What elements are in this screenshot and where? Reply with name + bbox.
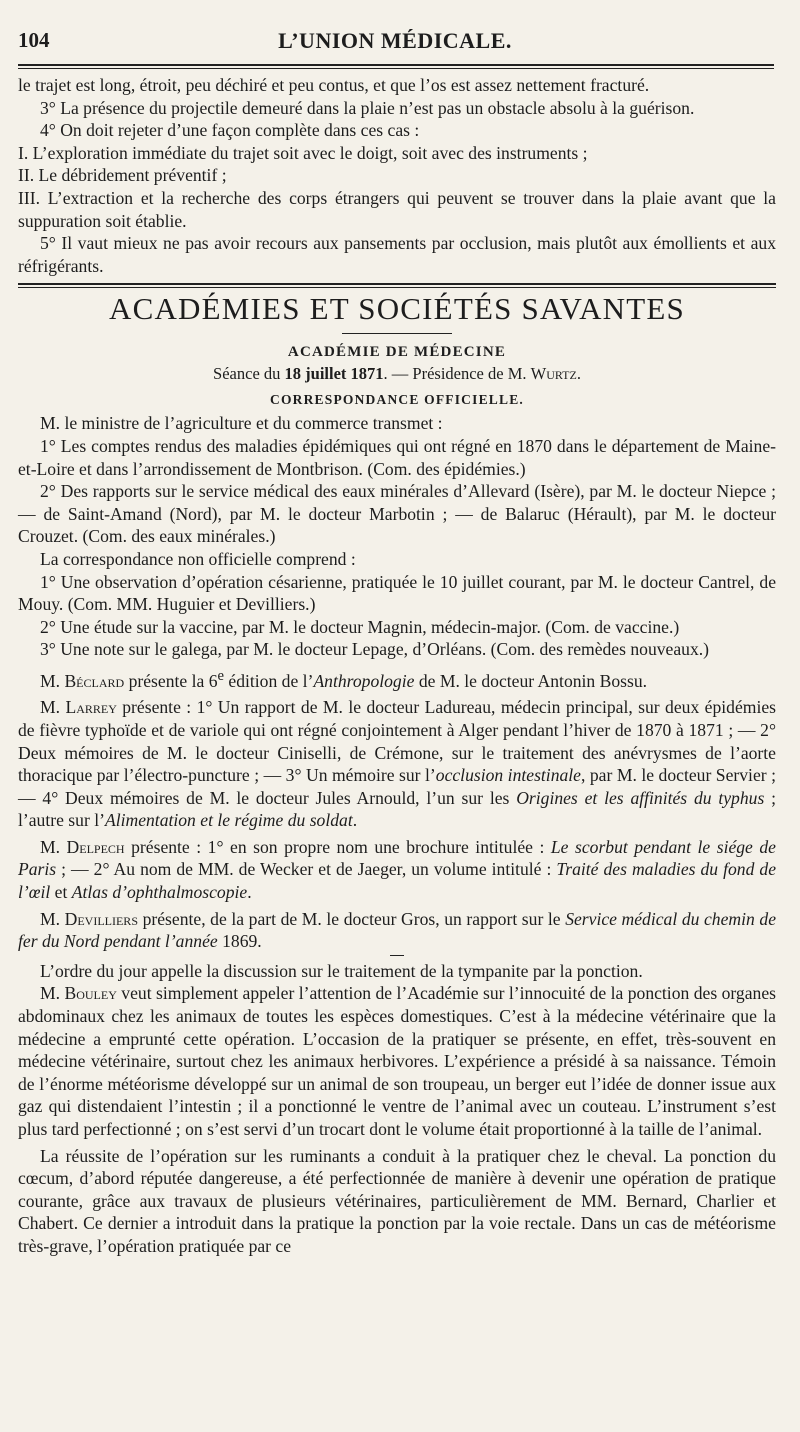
speaker-bouley: M. Bouley (40, 983, 117, 1004)
header-rule (18, 64, 774, 66)
speaker-devilliers: M. Devilliers (40, 908, 138, 929)
seance-line (18, 362, 776, 386)
running-title: L’UNION MÉDICALE. (278, 28, 512, 53)
intro-paragraph: le trajet est long, étroit, peu déchiré et peu contus, et que l’os est assez nettement fracturé. (18, 75, 650, 95)
larrey-paragraph: M. Larrey présente : 1° Un rapport de M. le docteur Ladureau, médecin principal, sur deux épidémies de fièvre typhoïde et de variole qui ont régné conjointement à Alger pendant l’hiver de 1870 à 1871 ; — 2° Deux mémoires de M. le docteur Ciniselli, de Crémone, sur le traitement des anévrysmes de l’aorte thoracique par l’électro-puncture ; — 3° Un mémoire sur l’occlusion intestinale, par M. le docteur Servier ; — 4° Deux mémoires de M. le docteur Jules Arnould, l’un sur les Origines et les affinités du typhus ; l’autre sur l’Alimentation et le régime du soldat. (18, 697, 776, 831)
seance-mid: . — Présidence de M. (383, 364, 531, 384)
title-rule (342, 333, 452, 334)
article-body (18, 74, 776, 1258)
correspondance-intro: M. le ministre de l’agriculture et du commerce transmet : (40, 413, 443, 434)
academy-heading: ACADÉMIE DE MÉDECINE (287, 344, 507, 361)
section-divider (18, 283, 776, 285)
seance-end: . (576, 364, 581, 384)
agenda-paragraph: L’ordre du jour appelle la discussion sur le traitement de la tympanite par la ponction. (40, 960, 643, 981)
conclusion-4-i: I. L’exploration immédiate du trajet soit avec le doigt, soit avec des instruments ; (18, 142, 588, 163)
ruminants-paragraph: La réussite de l’opération sur les ruminants a conduit à la pratiquer chez le cheval. La ponction du cœcum, d’abord réputée dangereuse, a été perfectionnée de manière à devenir une opération de pratique courante, grâce aux travaux de plusieurs vétérinaires, particulièrement de MM. Bernard, Charlier et Chabert. Ce dernier a introduit dans la pratique la ponction par la voie rectale. Dans un cas de météorisme très-grave, l’opération pratiquée par ce (18, 1145, 776, 1256)
correspondance-item-1: 1° Les comptes rendus des maladies épidémiques qui ont régné en 1870 dans le département de Maine-et-Loire et dans l’arrondissement de Montbrison. (Com. des épidémies.) (18, 435, 776, 479)
conclusion-3: 3° La présence du projectile demeuré dans la plaie n’est pas un obstacle absolu à la guérison. (40, 97, 695, 118)
unofficial-intro: La correspondance non officielle comprend : (40, 548, 356, 569)
correspondance-item-2: 2° Des rapports sur le service médical des eaux minérales d’Allevard (Isère), par M. le docteur Niepce ; — de Saint-Amand (Nord), par M. le docteur Marbotin ; — de Balaruc (Hérault), par M. le docteur Crouzet. (Com. des eaux minérales.) (18, 481, 776, 547)
seance-date: 18 juillet 1871 (284, 364, 384, 384)
bouley-paragraph: M. Bouley veut simplement appeler l’attention de l’Académie sur l’innocuité de la ponction des organes abdominaux chez les animaux de toutes les espèces domestiques. C’est à la médecine vétérinaire que la médecine a emprunté cette opération. L’occasion de la pratiquer se présente, en effet, très-souvent en médecine vétérinaire, surtout chez les animaux herbivores. L’expérience a présidé à sa naissance. Témoin de l’énorme météorisme développé sur un animal de son troupeau, un berger eut l’idée de donner issue aux gaz qui distendaient l’intestin ; il a ponctionné le ventre de l’animal avec un couteau. L’instrument s’est plus tard perfectionné ; on s’est servi d’un trocart dont le volume était proportionné à la taille de l’animal. (18, 983, 776, 1140)
section-title: ACADÉMIES ET SOCIÉTÉS SAVANTES (109, 291, 685, 327)
conclusion-4: 4° On doit rejeter d’une façon complète dans ces cas : (40, 120, 420, 141)
separator-dash (390, 955, 404, 956)
seance-president: Wurtz (530, 364, 577, 384)
conclusion-4-iii: III. L’extraction et la recherche des corps étrangers qui peuvent se trouver dans la plaie avant que la suppuration soit établie. (18, 187, 776, 231)
conclusion-4-ii: II. Le débridement préventif ; (18, 165, 227, 186)
speaker-beclard: M. Béclard (40, 670, 125, 691)
correspondance-heading: CORRESPONDANCE OFFICIELLE. (270, 392, 524, 408)
speaker-delpech: M. Delpech (40, 836, 125, 857)
unofficial-item-1: 1° Une observation d’opération césarienne, pratiquée le 10 juillet courant, par M. le docteur Cantrel, de Mouy. (Com. MM. Huguier et Devilliers.) (18, 571, 776, 615)
page-header (18, 28, 772, 58)
beclard-paragraph: M. Béclard présente la 6e édition de l’Anthropologie de M. le docteur Antonin Bossu. (40, 667, 648, 691)
unofficial-item-3: 3° Une note sur le galega, par M. le docteur Lepage, d’Orléans. (Com. des remèdes nouveaux.) (40, 639, 710, 660)
conclusion-5: 5° Il vaut mieux ne pas avoir recours aux pansements par occlusion, mais plutôt aux émollients et aux réfrigérants. (18, 233, 776, 276)
unofficial-item-2: 2° Une étude sur la vaccine, par M. le docteur Magnin, médecin-major. (Com. de vaccine.) (40, 616, 680, 637)
speaker-larrey: M. Larrey (40, 697, 117, 718)
page-number: 104 (18, 28, 50, 52)
devilliers-paragraph: M. Devilliers présente, de la part de M. le docteur Gros, un rapport sur le Service médical du chemin de fer du Nord pendant l’année 1869. (18, 908, 776, 952)
delpech-paragraph: M. Delpech présente : 1° en son propre nom une brochure intitulée : Le scorbut pendant le siége de Paris ; — 2° Au nom de MM. de Wecker et de Jaeger, un volume intitulé : Traité des maladies du fond de l’œil et Atlas d’ophthalmoscopie. (18, 836, 777, 903)
seance-prefix: Séance du (213, 364, 285, 384)
